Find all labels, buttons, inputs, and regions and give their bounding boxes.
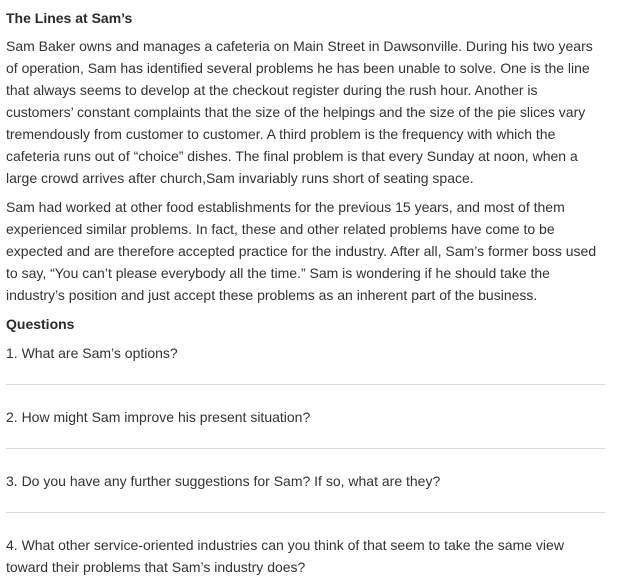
paragraph-line: customers’ constant complaints that the size of the helpings and the size of the pie slices vary (6, 104, 586, 120)
question-text: 1. What are Sam’s options? (6, 345, 178, 361)
question-text: toward their problems that Sam’s industry does? (6, 559, 306, 575)
paragraph-line: of operation, Sam has identified several problems he has been unable to solve. One is the line (6, 60, 590, 76)
paragraph-line: that always seems to develop at the checkout register during the rush hour. Another is (6, 82, 538, 98)
paragraph-line: expected and are therefore accepted practice for the industry. After all, Sam’s former boss used (6, 243, 597, 259)
paragraph-background (6, 196, 611, 306)
questions-heading: Questions (6, 316, 75, 332)
paragraph-line: large crowd arrives after church,Sam invariably runs short of seating space. (6, 170, 474, 186)
paragraph-line: Sam had worked at other food establishments for the previous 15 years, and most of them (6, 199, 565, 215)
question-2 (6, 406, 310, 428)
paragraph-line: Sam Baker owns and manages a cafeteria on Main Street in Dawsonville. During his two years (6, 38, 593, 54)
question-1 (6, 342, 178, 364)
question-4 (6, 534, 564, 578)
paragraph-line: to say, “You can’t please everybody all the time.” Sam is wondering if he should take the (6, 265, 550, 281)
question-3 (6, 470, 440, 492)
question-text: 2. How might Sam improve his present situation? (6, 409, 311, 425)
paragraph-line: industry’s position and just accept these problems as an inherent part of the business. (6, 287, 538, 303)
page-title: The Lines at Sam’s (6, 10, 133, 26)
question-text: 3. Do you have any further suggestions for Sam? If so, what are they? (6, 473, 441, 489)
question-divider (6, 384, 606, 385)
paragraph-line: tremendously from customer to customer. A third problem is the frequency with which the (6, 126, 556, 142)
paragraph-line: cafeteria runs out of “choice” dishes. The final problem is that every Sunday at noon, when a (6, 148, 578, 164)
paragraph-intro (6, 35, 611, 189)
question-divider (6, 512, 606, 513)
paragraph-line: experienced similar problems. In fact, these and other related problems have come to be (6, 221, 555, 237)
question-text: 4. What other service-oriented industries can you think of that seem to take the same view (6, 537, 564, 553)
question-divider (6, 448, 606, 449)
